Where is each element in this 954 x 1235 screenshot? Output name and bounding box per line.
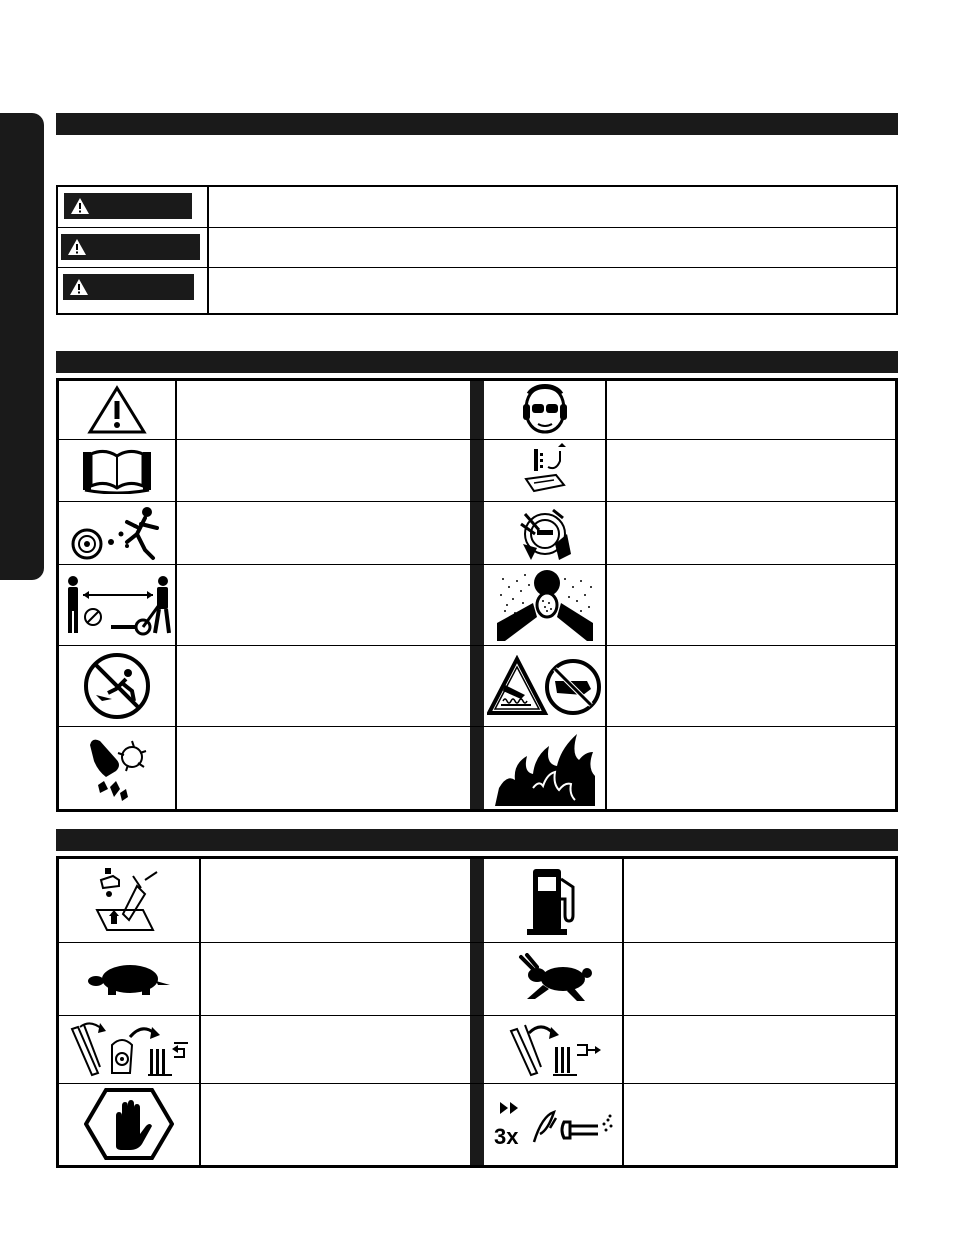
cold-start-lever-icon <box>59 1015 199 1083</box>
turtle-slow-icon <box>59 942 199 1015</box>
hot-surface-icon <box>484 645 605 726</box>
signal-word-danger <box>64 193 192 219</box>
stop-hand-icon <box>59 1083 199 1165</box>
rotating-blade-hand-icon <box>59 726 175 809</box>
rabbit-fast-icon <box>484 942 622 1015</box>
choke-start-procedure-icon <box>484 439 605 501</box>
primer-bulb-icon <box>484 1083 622 1165</box>
side-tab <box>0 113 44 580</box>
head-protection-icon <box>484 501 605 564</box>
section-header-safety-symbols <box>56 351 898 373</box>
keep-bystanders-away-icon <box>59 564 175 645</box>
warning-triangle-icon <box>70 197 90 215</box>
fire-icon <box>484 726 605 809</box>
eye-ear-protection-icon <box>484 381 605 439</box>
warm-start-lever-icon <box>484 1015 622 1083</box>
read-manual-icon <box>59 439 175 501</box>
primer-count-label: 3x <box>494 1124 519 1148</box>
thrown-objects-icon <box>59 501 175 564</box>
safety-alert-icon <box>59 381 175 439</box>
signal-word-warning <box>61 234 200 260</box>
warning-triangle-icon <box>67 238 87 256</box>
operation-symbols-table <box>56 856 898 1168</box>
fuel-pump-icon <box>484 859 622 942</box>
signal-words-table <box>56 185 898 315</box>
warning-triangle-icon <box>69 278 89 296</box>
no-leaning-icon <box>59 645 175 726</box>
dust-respirator-icon <box>484 564 605 645</box>
safety-symbols-table <box>56 378 898 812</box>
section-header-signal-words <box>56 113 898 135</box>
signal-word-caution <box>63 274 194 300</box>
section-header-operation-symbols <box>56 829 898 851</box>
fuel-oil-mix-icon <box>59 859 199 942</box>
